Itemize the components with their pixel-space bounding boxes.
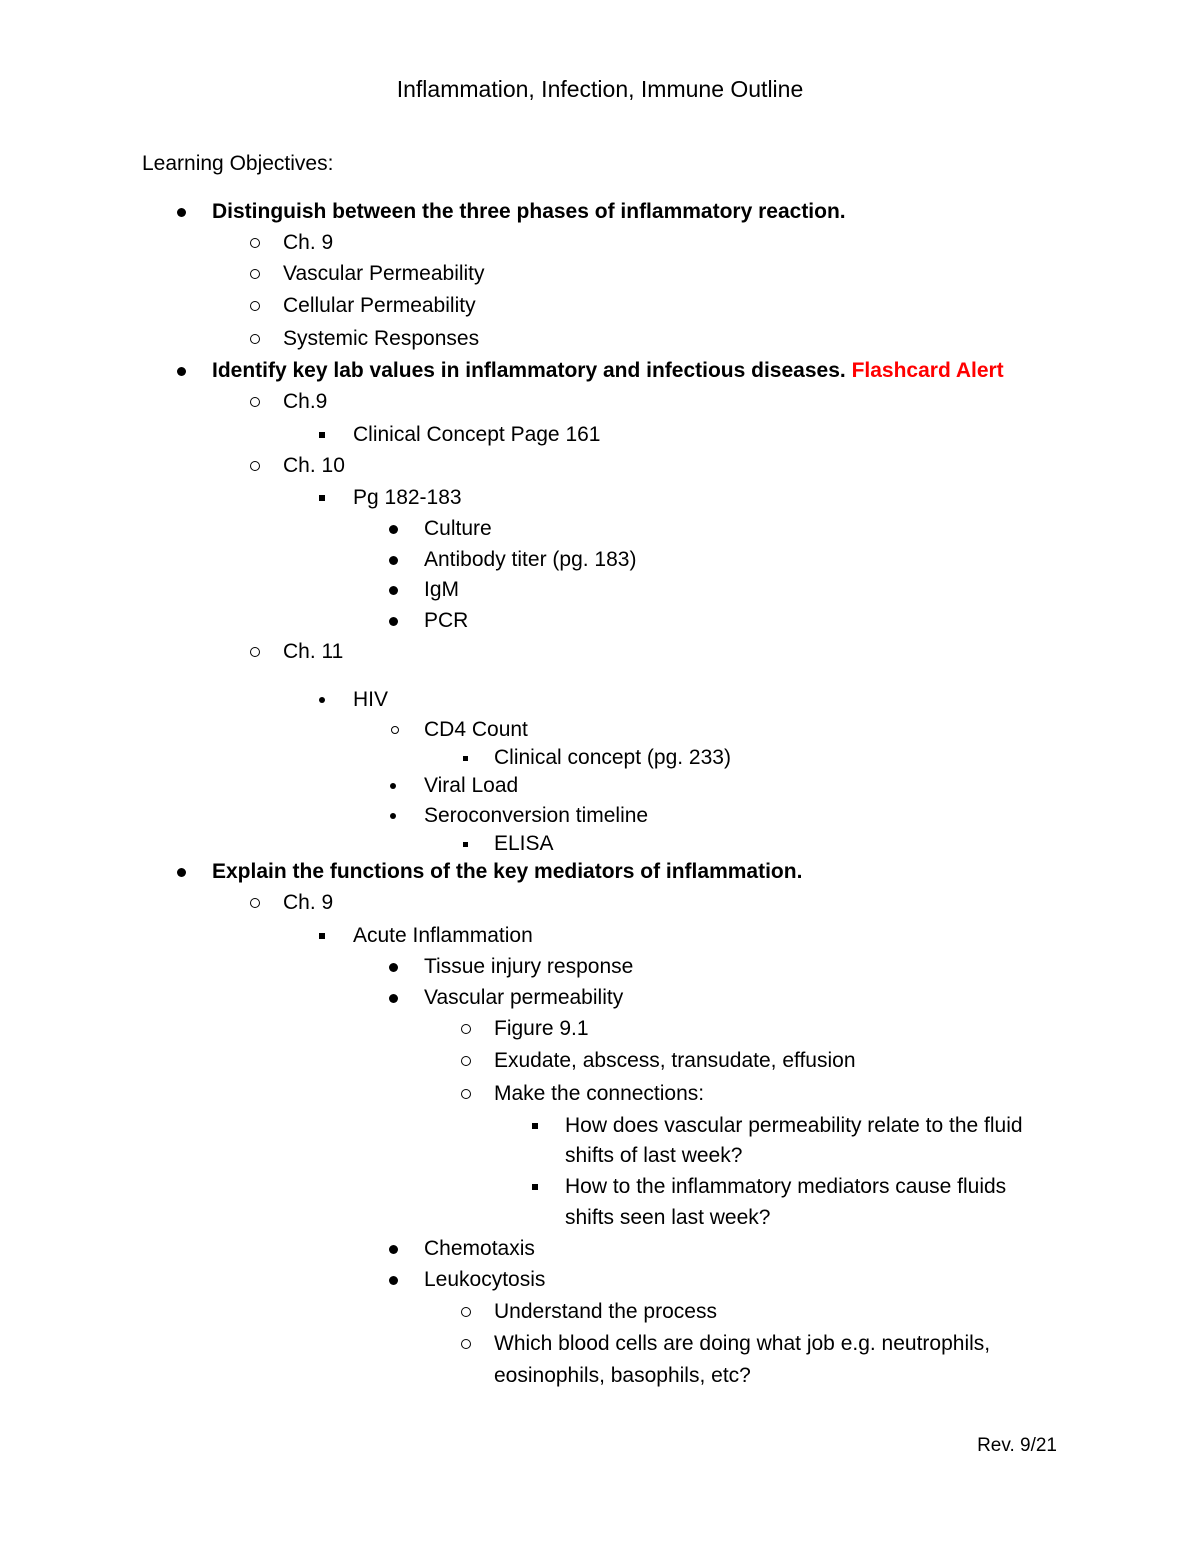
- item-text: Cellular Permeability: [283, 294, 476, 317]
- item-text: Seroconversion timeline: [424, 804, 649, 827]
- item-text: Ch. 11: [283, 640, 344, 663]
- bullet-disc-icon: [169, 197, 193, 227]
- flashcard-alert-label: Flashcard Alert: [851, 359, 1004, 382]
- item-text: Chemotaxis: [424, 1237, 535, 1260]
- objective-text: Explain the functions of the key mediators of inflammation.: [212, 860, 803, 883]
- item-text: Clinical concept (pg. 233): [494, 746, 731, 769]
- bullet-disc-icon: [381, 983, 405, 1013]
- item-text: HIV: [353, 688, 389, 711]
- item-text: Which blood cells are doing what job e.g. neutrophils,: [494, 1332, 991, 1355]
- bullet-circle-icon: [383, 715, 407, 745]
- item-text: Leukocytosis: [424, 1268, 546, 1291]
- item-text: Clinical Concept Page 161: [353, 423, 601, 446]
- item-text: Make the connections:: [494, 1082, 705, 1105]
- item-text: Vascular Permeability: [283, 262, 485, 285]
- item-text: Vascular permeability: [424, 986, 624, 1009]
- bullet-circle-icon: [454, 1079, 478, 1109]
- item-text: Ch. 9: [283, 891, 334, 914]
- bullet-circle-icon: [243, 451, 267, 481]
- item-text: Ch.9: [283, 390, 328, 413]
- bullet-circle-icon: [454, 1014, 478, 1044]
- objective-text: Identify key lab values in inflammatory and infectious diseases.: [212, 359, 846, 382]
- bullet-disc-icon: [381, 952, 405, 982]
- bullet-circle-icon: [243, 291, 267, 321]
- bullet-square-icon: [453, 743, 477, 773]
- bullet-square-icon: [310, 420, 334, 450]
- item-text: IgM: [424, 578, 460, 601]
- bullet-square-icon: [310, 921, 334, 951]
- item-text: Exudate, abscess, transudate, effusion: [494, 1049, 856, 1072]
- item-text: eosinophils, basophils, etc?: [494, 1364, 751, 1387]
- item-text: Acute Inflammation: [353, 924, 533, 947]
- bullet-disc-icon: [169, 857, 193, 887]
- item-text: Antibody titer (pg. 183): [424, 548, 637, 571]
- item-text: Tissue injury response: [424, 955, 634, 978]
- bullet-square-icon: [523, 1111, 547, 1141]
- item-text: shifts of last week?: [565, 1144, 743, 1167]
- bullet-disc-icon: [381, 1234, 405, 1264]
- bullet-square-icon: [453, 829, 477, 859]
- item-text: How to the inflammatory mediators cause fluids: [565, 1175, 1007, 1198]
- bullet-circle-icon: [454, 1297, 478, 1327]
- item-text: Ch. 9: [283, 231, 334, 254]
- bullet-dot-icon: [381, 771, 405, 801]
- revision-footer: Rev. 9/21: [977, 1435, 1057, 1456]
- bullet-circle-icon: [243, 324, 267, 354]
- bullet-circle-icon: [243, 228, 267, 258]
- item-text: Systemic Responses: [283, 327, 480, 350]
- bullet-circle-icon: [454, 1329, 478, 1359]
- learning-objectives-heading: Learning Objectives:: [142, 152, 334, 175]
- item-text: Viral Load: [424, 774, 519, 797]
- item-text: shifts seen last week?: [565, 1206, 771, 1229]
- bullet-circle-icon: [243, 387, 267, 417]
- bullet-disc-icon: [381, 545, 405, 575]
- item-text: Pg 182-183: [353, 486, 462, 509]
- bullet-circle-icon: [243, 259, 267, 289]
- bullet-square-icon: [310, 483, 334, 513]
- bullet-disc-icon: [169, 356, 193, 386]
- bullet-disc-icon: [381, 575, 405, 605]
- item-text: PCR: [424, 609, 469, 632]
- item-text: Ch. 10: [283, 454, 345, 477]
- bullet-circle-icon: [243, 637, 267, 667]
- document-title: Inflammation, Infection, Immune Outline: [396, 76, 804, 102]
- bullet-disc-icon: [381, 1265, 405, 1295]
- bullet-disc-icon: [381, 514, 405, 544]
- item-text: Culture: [424, 517, 492, 540]
- item-text: ELISA: [494, 832, 554, 855]
- bullet-circle-icon: [243, 888, 267, 918]
- item-text: CD4 Count: [424, 718, 528, 741]
- bullet-dot-icon: [381, 801, 405, 831]
- bullet-circle-icon: [454, 1046, 478, 1076]
- objective-text: Distinguish between the three phases of inflammatory reaction.: [212, 200, 846, 223]
- bullet-dot-icon: [310, 685, 334, 715]
- item-text: Understand the process: [494, 1300, 717, 1323]
- bullet-disc-icon: [381, 606, 405, 636]
- item-text: Figure 9.1: [494, 1017, 589, 1040]
- item-text: How does vascular permeability relate to the fluid: [565, 1114, 1023, 1137]
- bullet-square-icon: [523, 1172, 547, 1202]
